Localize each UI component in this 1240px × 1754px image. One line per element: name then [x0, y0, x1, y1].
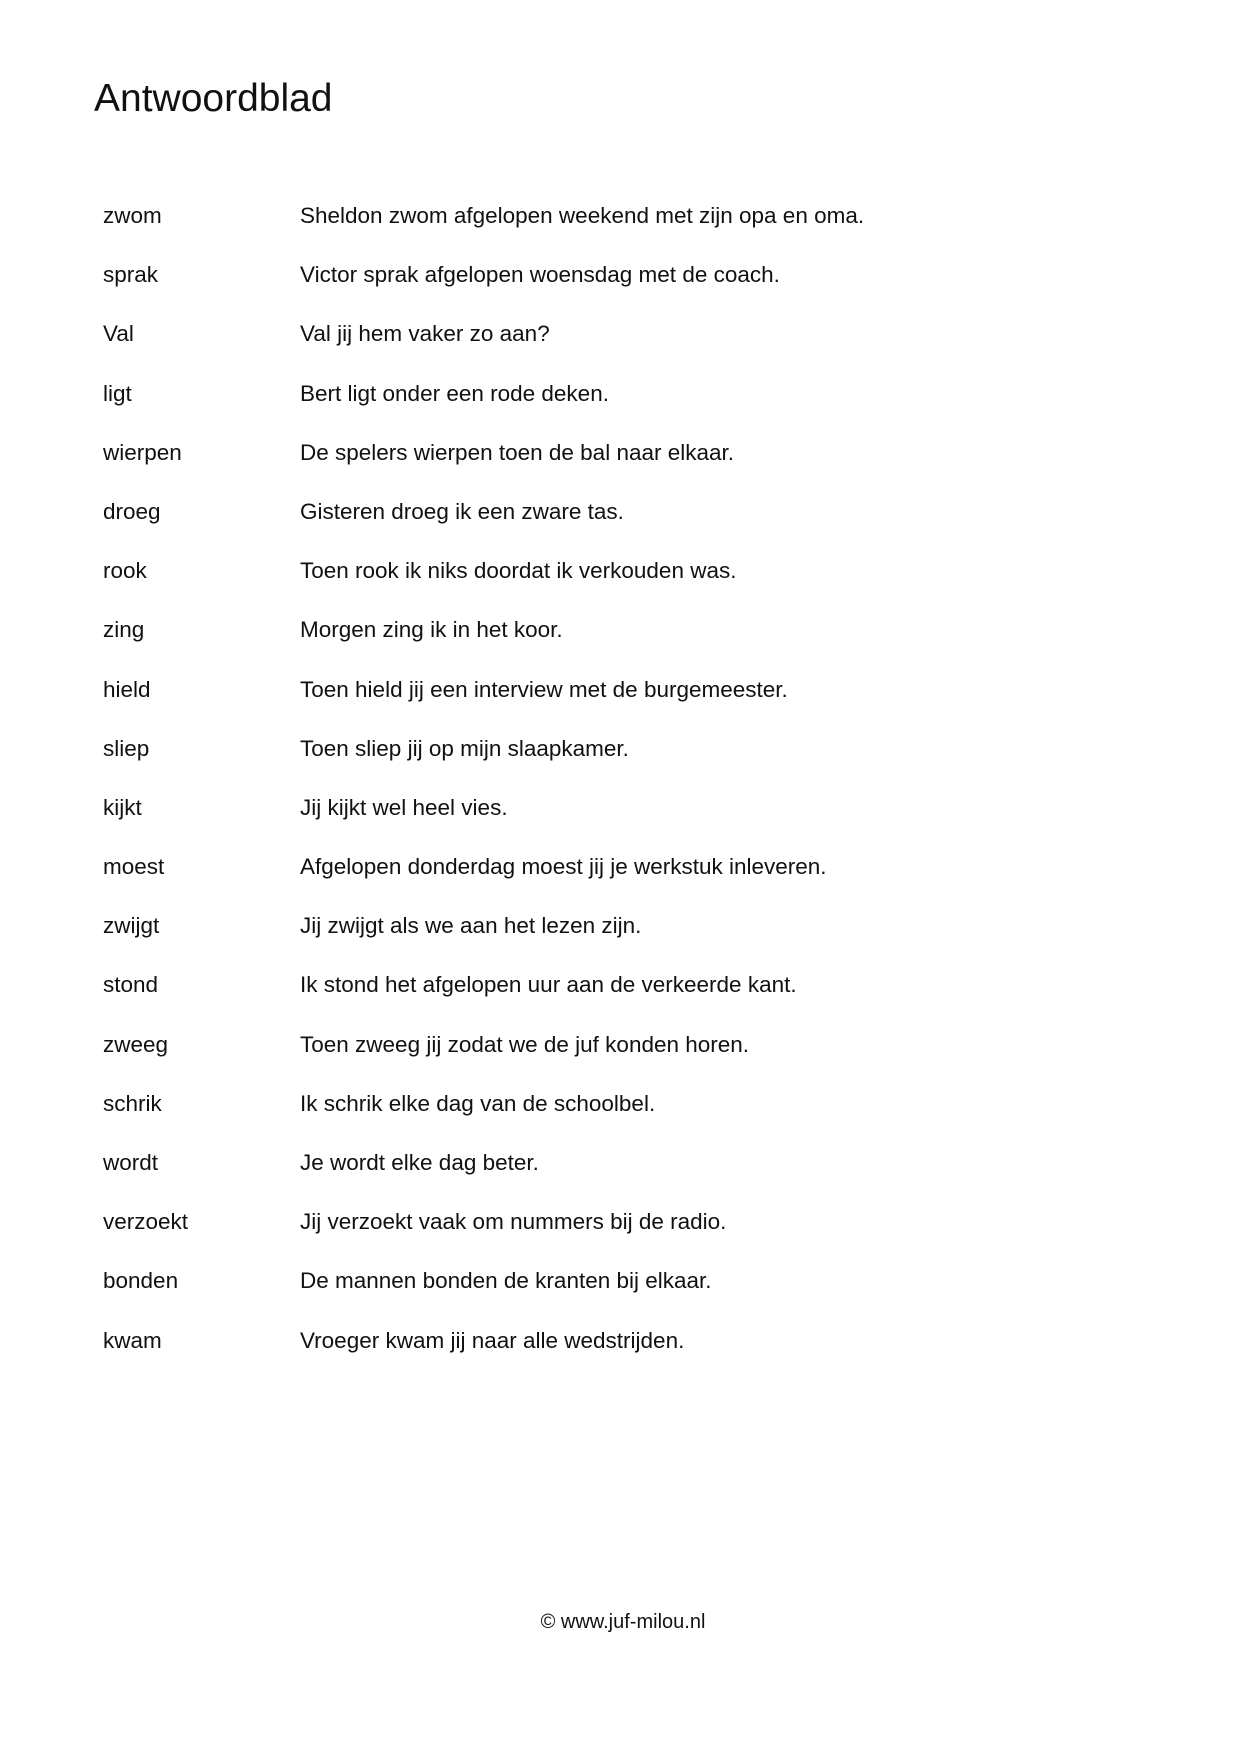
answer-sentence: Vroeger kwam jij naar alle wedstrijden. — [300, 1327, 685, 1353]
answer-word: rook — [103, 558, 147, 584]
answer-word: kijkt — [103, 794, 142, 820]
answer-sentence: De mannen bonden de kranten bij elkaar. — [300, 1268, 712, 1294]
answer-word: wierpen — [103, 439, 182, 465]
answer-sentence: Jij kijkt wel heel vies. — [300, 794, 508, 820]
answer-word: droeg — [103, 498, 161, 524]
answer-word: bonden — [103, 1268, 179, 1294]
answer-word: hield — [103, 676, 151, 702]
answer-row — [103, 1149, 1103, 1208]
answer-word: sprak — [103, 262, 159, 288]
answer-word: sliep — [103, 735, 150, 761]
answer-row — [103, 1031, 1103, 1090]
answer-row — [103, 971, 1103, 1030]
answer-row — [103, 912, 1103, 971]
answer-row — [103, 557, 1103, 616]
answer-word: ligt — [103, 380, 132, 406]
answer-word: zwom — [103, 203, 162, 228]
footer-copyright: © www.juf-milou.nl — [540, 1611, 706, 1633]
answer-row — [103, 794, 1103, 853]
answer-word: zing — [103, 617, 145, 643]
answer-row — [103, 1208, 1103, 1267]
answer-word: schrik — [103, 1090, 162, 1116]
answer-sentence: Jij verzoekt vaak om nummers bij de radio. — [300, 1209, 727, 1235]
answer-row — [103, 1267, 1103, 1326]
answer-row — [103, 320, 1103, 379]
answer-sentence: Morgen zing ik in het koor. — [300, 617, 563, 643]
answer-sentence: Toen hield jij een interview met de burgemeester. — [300, 676, 788, 702]
answer-sentence: Gisteren droeg ik een zware tas. — [300, 498, 624, 524]
answer-sentence: Toen rook ik niks doordat ik verkouden was. — [300, 558, 737, 584]
answer-sentence: Bert ligt onder een rode deken. — [300, 380, 609, 406]
answer-sentence: Toen sliep jij op mijn slaapkamer. — [300, 735, 629, 761]
answer-sentence: De spelers wierpen toen de bal naar elkaar. — [300, 439, 735, 465]
answer-word: zweeg — [103, 1031, 169, 1057]
answer-word: verzoekt — [103, 1209, 189, 1235]
page-title: Antwoordblad — [94, 77, 333, 120]
answer-row — [103, 261, 1103, 320]
answer-word: stond — [103, 972, 159, 998]
answer-word: kwam — [103, 1327, 162, 1353]
answer-word: wordt — [103, 1150, 159, 1175]
answer-row — [103, 439, 1103, 498]
answer-row — [103, 1327, 1103, 1386]
answer-row — [103, 735, 1103, 794]
answer-row — [103, 1090, 1103, 1149]
answer-row — [103, 498, 1103, 557]
answer-list — [103, 202, 1103, 1386]
answer-sentence: Jij zwijgt als we aan het lezen zijn. — [300, 913, 642, 939]
answer-sentence: Ik stond het afgelopen uur aan de verkeerde kant. — [300, 972, 797, 998]
answer-sentence: Afgelopen donderdag moest jij je werkstuk inleveren. — [300, 854, 827, 880]
answer-sentence: Ik schrik elke dag van de schoolbel. — [300, 1090, 656, 1116]
answer-row — [103, 676, 1103, 735]
answer-sentence: Sheldon zwom afgelopen weekend met zijn opa en oma. — [300, 203, 865, 228]
answer-row — [103, 616, 1103, 675]
answer-sentence: Victor sprak afgelopen woensdag met de coach. — [300, 262, 780, 288]
answer-row — [103, 853, 1103, 912]
answer-word: zwijgt — [103, 913, 160, 939]
answer-row — [103, 202, 1103, 261]
answer-row — [103, 380, 1103, 439]
answer-word: moest — [103, 854, 165, 880]
answer-sentence: Val jij hem vaker zo aan? — [300, 321, 550, 347]
answer-sentence: Toen zweeg jij zodat we de juf konden horen. — [300, 1031, 750, 1057]
answer-word: Val — [103, 321, 134, 347]
answer-sentence: Je wordt elke dag beter. — [300, 1150, 539, 1175]
